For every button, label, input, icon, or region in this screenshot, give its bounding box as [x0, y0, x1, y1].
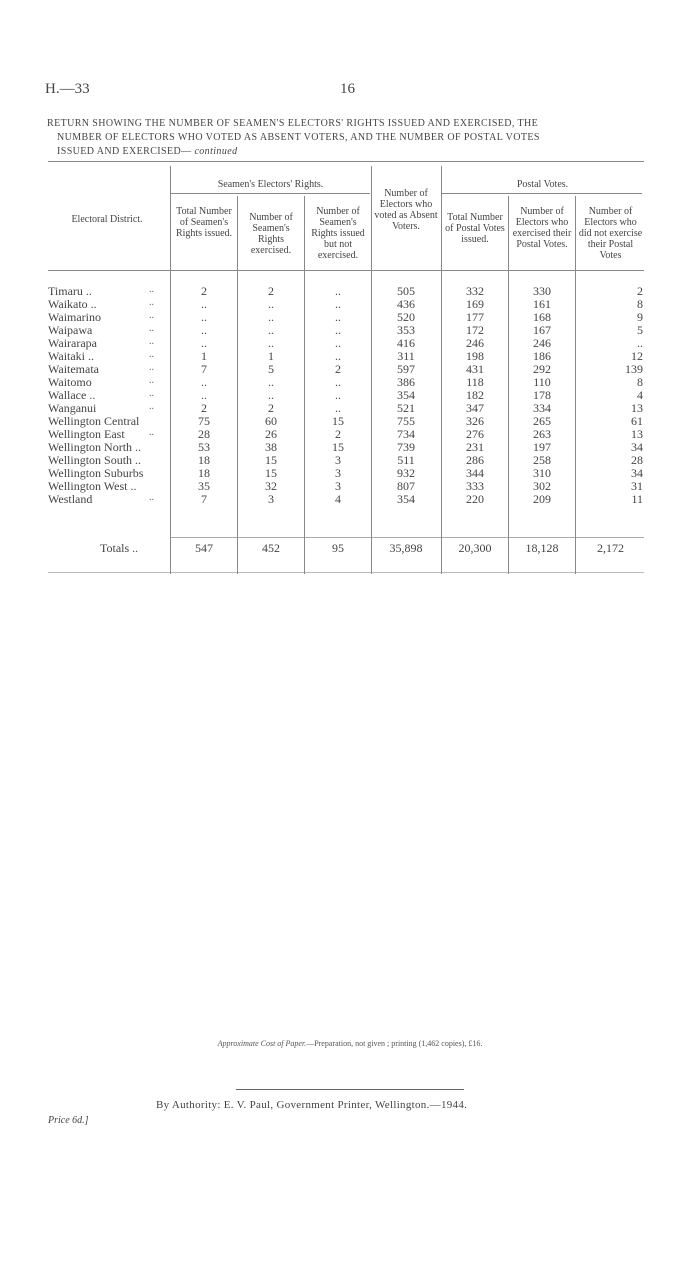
header-total-seamen-rights: Total Number of Seamen's Rights issued.	[175, 206, 233, 239]
cell-seamen-rights-exercised: 15	[265, 466, 277, 480]
cell-absent-voters: 755	[397, 414, 415, 428]
cell-absent-voters: 597	[397, 362, 415, 376]
cell-seamen-rights-issued: ..	[201, 375, 207, 389]
cell-absent-voters: 354	[397, 388, 415, 402]
cell-postal-exercised: 263	[533, 427, 551, 441]
continued-label: continued	[194, 146, 238, 157]
table-row	[0, 375, 700, 388]
totals-rule	[170, 537, 644, 538]
table-row	[0, 479, 700, 492]
table-row	[0, 297, 700, 310]
leader-dots: ..	[149, 362, 154, 373]
cell-seamen-rights-not-exercised: ..	[335, 323, 341, 337]
total-seamen-rights-issued: 547	[195, 541, 213, 555]
cell-postal-not-exercised: ..	[637, 336, 643, 350]
cell-seamen-rights-not-exercised: 3	[335, 479, 341, 493]
table-bottom-rule	[48, 572, 644, 573]
cell-absent-voters: 505	[397, 284, 415, 298]
header-postal-votes-not-exercised: Number of Electors who did not exercise their Postal Votes	[578, 206, 643, 261]
cell-seamen-rights-exercised: ..	[268, 297, 274, 311]
cell-seamen-rights-exercised: 2	[268, 284, 274, 298]
leader-dots: ..	[149, 349, 154, 360]
header-seamen-rights-not-exercised: Number of Seamen's Rights issued but not exercised.	[311, 206, 365, 261]
cell-seamen-rights-not-exercised: 4	[335, 492, 341, 506]
cell-postal-issued: 231	[466, 440, 484, 454]
table-top-rule	[48, 161, 644, 162]
cell-postal-not-exercised: 9	[637, 310, 643, 324]
cell-absent-voters: 416	[397, 336, 415, 350]
cell-absent-voters: 511	[397, 453, 415, 467]
cell-absent-voters: 353	[397, 323, 415, 337]
district-name: Wairarapa	[48, 336, 97, 350]
leader-dots: ..	[149, 323, 154, 334]
postal-votes-group-header: Postal Votes.	[516, 179, 569, 190]
cell-seamen-rights-not-exercised: ..	[335, 297, 341, 311]
cell-seamen-rights-exercised: ..	[268, 375, 274, 389]
cell-postal-issued: 333	[466, 479, 484, 493]
cell-postal-not-exercised: 4	[637, 388, 643, 402]
cell-seamen-rights-issued: 7	[201, 362, 207, 376]
district-name: Westland	[48, 492, 93, 506]
cell-seamen-rights-not-exercised: 2	[335, 362, 341, 376]
cell-seamen-rights-issued: 53	[198, 440, 210, 454]
total-seamen-rights-not-exercised: 95	[332, 541, 344, 555]
district-name: Timaru ..	[48, 284, 92, 298]
district-name: Waikato ..	[48, 297, 97, 311]
cell-seamen-rights-not-exercised: ..	[335, 388, 341, 402]
cell-seamen-rights-issued: ..	[201, 388, 207, 402]
cell-postal-not-exercised: 13	[631, 427, 643, 441]
cell-postal-issued: 431	[466, 362, 484, 376]
cost-note	[0, 1039, 700, 1048]
cell-seamen-rights-exercised: 3	[268, 492, 274, 506]
cell-absent-voters: 734	[397, 427, 415, 441]
cell-seamen-rights-not-exercised: 2	[335, 427, 341, 441]
cell-postal-issued: 177	[466, 310, 484, 324]
table-row	[0, 362, 700, 375]
cell-seamen-rights-issued: ..	[201, 336, 207, 350]
district-name: Waitemata	[48, 362, 100, 376]
cell-postal-exercised: 302	[533, 479, 551, 493]
leader-dots: ..	[149, 388, 154, 399]
title-line-2: NUMBER OF ELECTORS WHO VOTED AS ABSENT VOTERS, AND THE NUMBER OF POSTAL VOTES	[57, 132, 540, 143]
cell-seamen-rights-exercised: ..	[268, 336, 274, 350]
leader-dots: ..	[149, 375, 154, 386]
cell-postal-issued: 198	[466, 349, 484, 363]
table-row	[0, 349, 700, 362]
cell-seamen-rights-exercised: 5	[268, 362, 274, 376]
cell-absent-voters: 520	[397, 310, 415, 324]
total-postal-not-exercised: 2,172	[597, 541, 624, 555]
cell-seamen-rights-issued: ..	[201, 323, 207, 337]
cell-absent-voters: 932	[397, 466, 415, 480]
cell-seamen-rights-issued: ..	[201, 310, 207, 324]
table-row	[0, 453, 700, 466]
cell-seamen-rights-exercised: 32	[265, 479, 277, 493]
cell-postal-not-exercised: 12	[631, 349, 643, 363]
cell-postal-exercised: 292	[533, 362, 551, 376]
header-seamen-rights-exercised: Number of Seamen's Rights exercised.	[249, 212, 293, 256]
table-row	[0, 492, 700, 505]
cell-postal-exercised: 161	[533, 297, 551, 311]
cell-seamen-rights-issued: 35	[198, 479, 210, 493]
cell-absent-voters: 807	[397, 479, 415, 493]
cell-seamen-rights-issued: 18	[198, 466, 210, 480]
header-absent-voters: Number of Electors who voted as Absent Voters.	[374, 188, 438, 232]
cell-seamen-rights-issued: 7	[201, 492, 207, 506]
cell-absent-voters: 354	[397, 492, 415, 506]
cell-postal-issued: 118	[466, 375, 484, 389]
cell-seamen-rights-exercised: 15	[265, 453, 277, 467]
cell-seamen-rights-exercised: 2	[268, 401, 274, 415]
cell-postal-issued: 286	[466, 453, 484, 467]
district-name: Wellington East	[48, 427, 125, 441]
leader-dots: ..	[149, 310, 154, 321]
seamen-rights-group-header: Seamen's Electors' Rights.	[217, 179, 324, 190]
district-name: Wallace ..	[48, 388, 96, 402]
title-line-3: ISSUED AND EXERCISED— continued	[57, 146, 238, 157]
cell-seamen-rights-not-exercised: 15	[332, 414, 344, 428]
cell-postal-issued: 246	[466, 336, 484, 350]
table-row	[0, 440, 700, 453]
price-note: Price 6d.]	[48, 1115, 89, 1126]
total-absent-voters: 35,898	[389, 541, 423, 555]
cell-postal-issued: 182	[466, 388, 484, 402]
table-row	[0, 427, 700, 440]
cell-postal-issued: 172	[466, 323, 484, 337]
district-name: Wellington Suburbs	[48, 466, 144, 480]
cell-postal-not-exercised: 2	[637, 284, 643, 298]
totals-label: Totals ..	[100, 541, 139, 555]
cell-seamen-rights-exercised: 1	[268, 349, 274, 363]
cell-postal-issued: 220	[466, 492, 484, 506]
table-row	[0, 414, 700, 427]
printer-authority: By Authority: E. V. Paul, Government Printer, Wellington.—1944.	[156, 1099, 468, 1111]
table-row	[0, 401, 700, 414]
district-name: Wanganui	[48, 401, 97, 415]
cell-postal-exercised: 258	[533, 453, 551, 467]
district-name: Waipawa	[48, 323, 93, 337]
cell-postal-not-exercised: 11	[631, 492, 643, 506]
district-name: Wellington Central	[48, 414, 140, 428]
cell-postal-issued: 347	[466, 401, 484, 415]
cell-postal-not-exercised: 28	[631, 453, 643, 467]
cell-absent-voters: 739	[397, 440, 415, 454]
cell-absent-voters: 436	[397, 297, 415, 311]
district-name: Wellington West ..	[48, 479, 137, 493]
table-row	[0, 336, 700, 349]
cost-label: Approximate Cost of Paper.	[217, 1039, 307, 1048]
title-line-1: RETURN SHOWING THE NUMBER OF SEAMEN'S ELECTORS' RIGHTS ISSUED AND EXERCISED, THE	[47, 118, 539, 129]
cell-seamen-rights-issued: 1	[201, 349, 207, 363]
header-bottom-rule	[48, 270, 644, 271]
cell-seamen-rights-exercised: 60	[265, 414, 277, 428]
cell-seamen-rights-issued: ..	[201, 297, 207, 311]
cell-postal-issued: 332	[466, 284, 484, 298]
cell-seamen-rights-not-exercised: ..	[335, 310, 341, 324]
cell-postal-not-exercised: 8	[637, 297, 643, 311]
table-row	[0, 284, 700, 297]
page-number: 16	[340, 81, 355, 97]
leader-dots: ..	[149, 336, 154, 347]
district-name: Wellington South ..	[48, 453, 142, 467]
authority-rule	[236, 1089, 464, 1090]
cell-seamen-rights-exercised: ..	[268, 310, 274, 324]
table-row	[0, 310, 700, 323]
header-postal-votes-issued: Total Number of Postal Votes issued.	[445, 212, 505, 245]
cell-seamen-rights-not-exercised: ..	[335, 284, 341, 298]
cell-postal-exercised: 330	[533, 284, 551, 298]
cell-postal-not-exercised: 34	[631, 440, 643, 454]
cell-postal-exercised: 246	[533, 336, 551, 350]
postal-group-rule	[442, 193, 642, 194]
cell-postal-issued: 326	[466, 414, 484, 428]
cell-seamen-rights-exercised: ..	[268, 388, 274, 402]
cell-postal-exercised: 186	[533, 349, 551, 363]
district-name: Waitomo	[48, 375, 92, 389]
cell-postal-not-exercised: 61	[631, 414, 643, 428]
district-name: Waimarino	[48, 310, 102, 324]
cell-postal-issued: 276	[466, 427, 484, 441]
district-name: Wellington North ..	[48, 440, 142, 454]
totals-row	[0, 541, 700, 557]
cell-seamen-rights-not-exercised: 15	[332, 440, 344, 454]
total-postal-issued: 20,300	[458, 541, 492, 555]
cell-seamen-rights-issued: 18	[198, 453, 210, 467]
cell-postal-exercised: 167	[533, 323, 551, 337]
total-postal-exercised: 18,128	[525, 541, 559, 555]
seamen-group-rule	[170, 193, 370, 194]
leader-dots: ..	[149, 284, 154, 295]
table-row	[0, 388, 700, 401]
table-row	[0, 323, 700, 336]
cell-postal-issued: 169	[466, 297, 484, 311]
cell-postal-exercised: 209	[533, 492, 551, 506]
header-electoral-district: Electoral District.	[71, 214, 143, 225]
cell-seamen-rights-exercised: 26	[265, 427, 277, 441]
header-postal-votes-exercised: Number of Electors who exercised their Postal Votes.	[512, 206, 572, 250]
cell-postal-exercised: 168	[533, 310, 551, 324]
leader-dots: ..	[149, 492, 154, 503]
cell-postal-issued: 344	[466, 466, 484, 480]
leader-dots: ..	[149, 427, 154, 438]
cell-postal-exercised: 334	[533, 401, 551, 415]
cell-postal-exercised: 178	[533, 388, 551, 402]
cell-absent-voters: 311	[397, 349, 415, 363]
total-seamen-rights-exercised: 452	[262, 541, 280, 555]
cell-postal-not-exercised: 5	[637, 323, 643, 337]
cell-absent-voters: 386	[397, 375, 415, 389]
cell-seamen-rights-not-exercised: 3	[335, 466, 341, 480]
document-reference: H.—33	[45, 81, 90, 97]
leader-dots: ..	[149, 401, 154, 412]
cell-postal-exercised: 110	[533, 375, 551, 389]
cell-postal-exercised: 197	[533, 440, 551, 454]
cell-seamen-rights-issued: 75	[198, 414, 210, 428]
cell-postal-exercised: 265	[533, 414, 551, 428]
cell-seamen-rights-exercised: 38	[265, 440, 277, 454]
cell-seamen-rights-not-exercised: ..	[335, 336, 341, 350]
cell-seamen-rights-not-exercised: 3	[335, 453, 341, 467]
cell-postal-not-exercised: 13	[631, 401, 643, 415]
cell-seamen-rights-exercised: ..	[268, 323, 274, 337]
cell-postal-not-exercised: 34	[631, 466, 643, 480]
cell-postal-exercised: 310	[533, 466, 551, 480]
cell-seamen-rights-not-exercised: ..	[335, 401, 341, 415]
district-name: Waitaki ..	[48, 349, 95, 363]
cell-postal-not-exercised: 139	[625, 362, 643, 376]
table-title	[47, 117, 657, 159]
cell-absent-voters: 521	[397, 401, 415, 415]
cell-seamen-rights-not-exercised: ..	[335, 349, 341, 363]
cell-seamen-rights-issued: 2	[201, 401, 207, 415]
leader-dots: ..	[149, 297, 154, 308]
cell-postal-not-exercised: 8	[637, 375, 643, 389]
cell-seamen-rights-issued: 2	[201, 284, 207, 298]
cell-seamen-rights-issued: 28	[198, 427, 210, 441]
table-row	[0, 466, 700, 479]
cell-postal-not-exercised: 31	[631, 479, 643, 493]
cell-seamen-rights-not-exercised: ..	[335, 375, 341, 389]
cost-text: —Preparation, not given ; printing (1,462 copies), £16.	[306, 1039, 483, 1048]
